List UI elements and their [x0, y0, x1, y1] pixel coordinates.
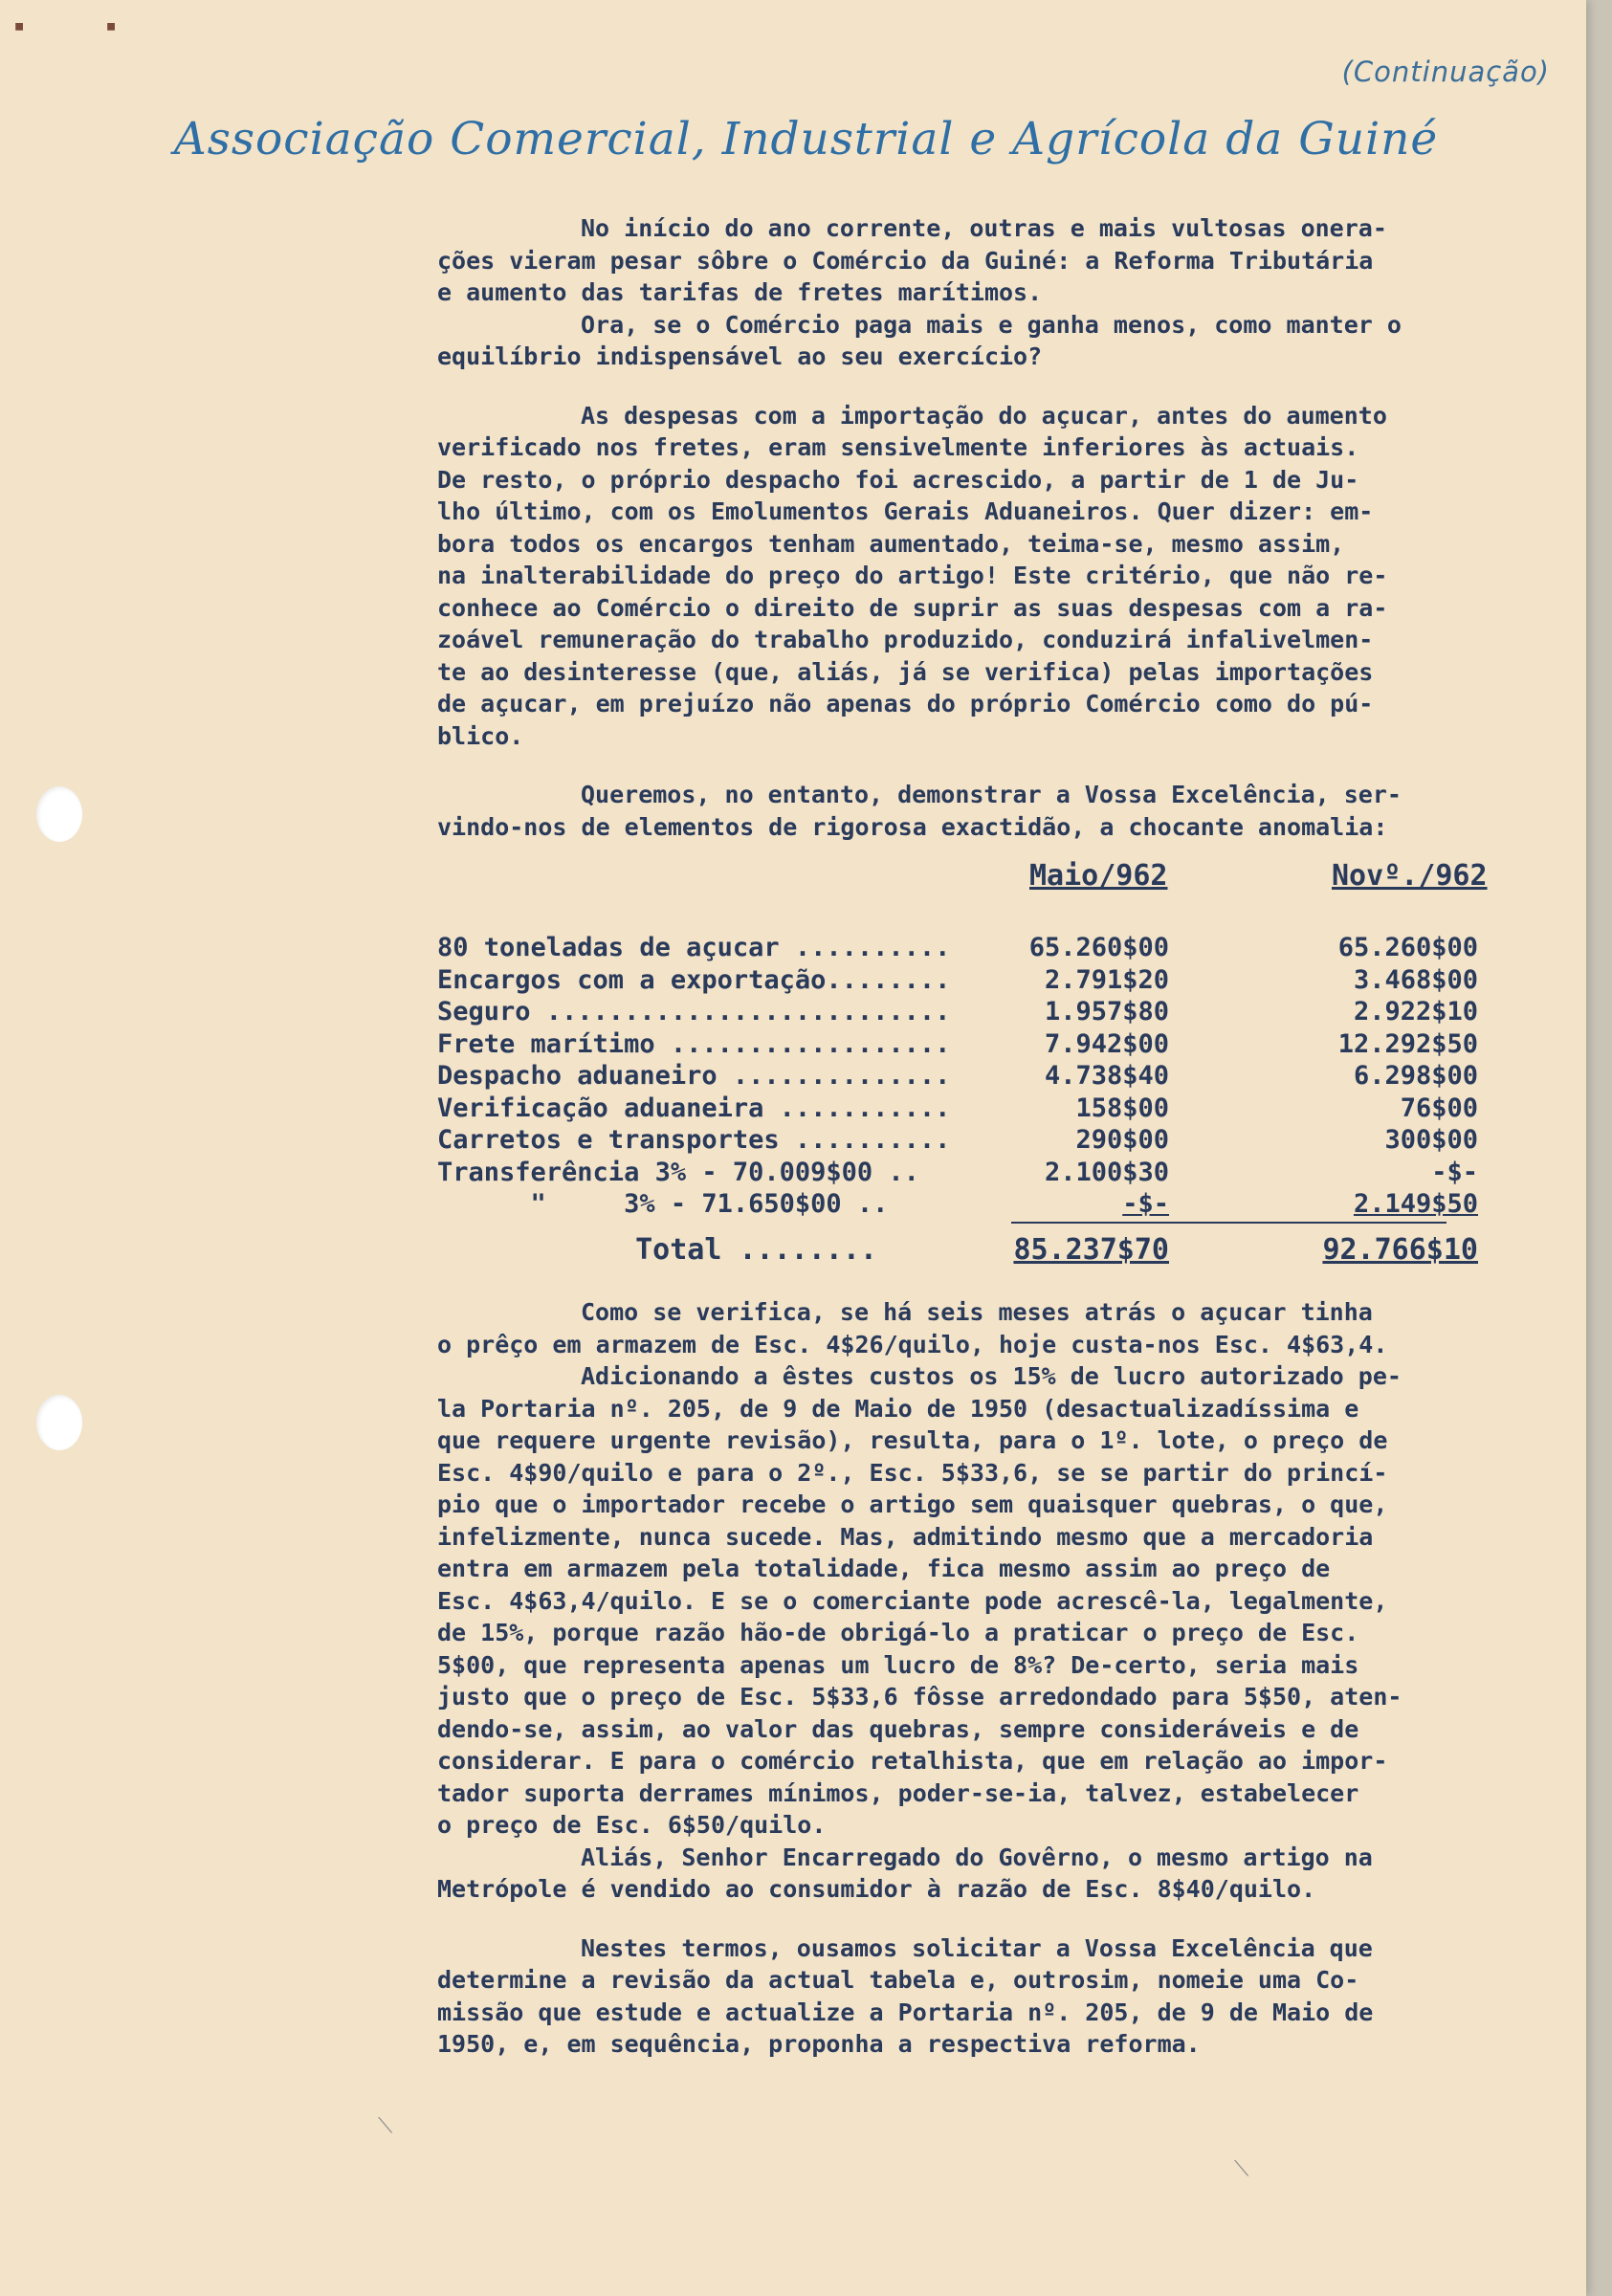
value-nov: 2.922$10: [1353, 997, 1478, 1027]
table-row: [437, 1125, 1490, 1158]
text-line: Esc. 4$63,4/quilo. E se o comerciante pode acrescê-la, legalmente,: [437, 1586, 1388, 1615]
total-row: [437, 1233, 1490, 1271]
text-line: conhece ao Comércio o direito de suprir as suas despesas com a ra-: [437, 593, 1388, 622]
value-may: 2.791$20: [1044, 964, 1169, 995]
text-line: justo que o preço de Esc. 5$33,6 fôsse arredondado para 5$50, aten-: [437, 1683, 1402, 1711]
text-line: pio que o importador recebe o artigo sem quaisquer quebras, o que,: [437, 1490, 1388, 1518]
text-line: As despesas com a importação do açucar, antes do aumento: [581, 401, 1387, 430]
text-line: de açucar, em prejuízo não apenas do próprio Comércio como do pú-: [437, 690, 1374, 718]
row-label: Verificação aduaneira ...........: [437, 1093, 951, 1123]
row-label: Carretos e transportes ..........: [437, 1125, 951, 1155]
text-line: o preço de Esc. 6$50/quilo.: [437, 1811, 827, 1839]
text-line: lho último, com os Emolumentos Gerais Aduaneiros. Quer dizer: em-: [437, 497, 1374, 525]
paragraph: [437, 309, 1547, 373]
text-line: Nestes termos, ousamos solicitar a Vossa Excelência que: [581, 1933, 1373, 1962]
total-rule: [1011, 1222, 1446, 1224]
corner-mark: ▪: [105, 13, 118, 36]
text-line: Esc. 4$90/quilo e para o 2º., Esc. 5$33,6, se se partir do princí-: [437, 1458, 1388, 1487]
punch-hole-upper: [36, 786, 82, 842]
text-line: bora todos os encargos tenham aumentado, teima-se, mesmo assim,: [437, 529, 1345, 558]
text-line: Aliás, Senhor Encarregado do Govêrno, o mesmo artigo na: [581, 1843, 1373, 1871]
text-line: o prêço em armazem de Esc. 4$26/quilo, hoje custa-nos Esc. 4$63,4.: [437, 1330, 1388, 1358]
value-nov: -$-: [1431, 1157, 1478, 1187]
value-nov: 65.260$00: [1337, 933, 1478, 962]
value-may: 2.100$30: [1044, 1157, 1169, 1187]
value-may: 290$00: [1075, 1125, 1169, 1155]
text-line: que requere urgente revisão), resulta, para o 1º. lote, o preço de: [437, 1426, 1388, 1454]
total-label: Total ........: [635, 1232, 877, 1267]
table-row: [437, 1093, 1490, 1126]
text-line: Ora, se o Comércio paga mais e ganha menos, como manter o: [581, 310, 1402, 339]
table-row: [437, 997, 1490, 1029]
punch-hole-lower: [36, 1395, 82, 1450]
row-label: " 3% - 71.650$00 ..: [437, 1189, 889, 1219]
value-nov: 12.292$50: [1337, 1028, 1478, 1059]
paragraph: [437, 1296, 1547, 1360]
table-row: [437, 1029, 1490, 1062]
text-line: 1950, e, em sequência, proponha a respectiva reforma.: [437, 2030, 1201, 2058]
text-line: Queremos, no entanto, demonstrar a Vossa Excelência, ser-: [581, 781, 1402, 808]
column-header-may: Maio/962: [1029, 859, 1168, 893]
text-line: Metrópole é vendido ao consumidor à razão de Esc. 8$40/quilo.: [437, 1875, 1316, 1903]
text-line: Como se verifica, se há seis meses atrás o açucar tinha: [581, 1298, 1373, 1326]
row-label: Transferência 3% - 70.009$00 ..: [437, 1157, 919, 1187]
value-may: 1.957$80: [1044, 997, 1169, 1027]
paragraph: [437, 1932, 1547, 2061]
text-line: blico.: [437, 721, 524, 750]
text-line: 5$00, que representa apenas um lucro de 8%? De-certo, seria mais: [437, 1650, 1359, 1679]
table-row: [437, 933, 1490, 965]
value-may: 158$00: [1075, 1093, 1169, 1123]
text-line: equilíbrio indispensável ao seu exercício?: [437, 342, 1043, 370]
text-line: infelizmente, nunca sucede. Mas, admitindo mesmo que a mercadoria: [437, 1522, 1374, 1551]
text-line: la Portaria nº. 205, de 9 de Maio de 1950 (desactualizadíssima e: [437, 1394, 1359, 1423]
column-header-nov: Novº./962: [1332, 859, 1488, 893]
text-line: Adicionando a êstes custos os 15% de lucro autorizado pe-: [581, 1362, 1402, 1390]
table-row: [437, 965, 1490, 998]
text-line: vindo-nos de elementos de rigorosa exactidão, a chocante anomalia:: [437, 812, 1388, 841]
text-line: de 15%, porque razão hão-de obrigá-lo a praticar o preço de Esc.: [437, 1619, 1359, 1646]
table-row: [437, 1158, 1490, 1190]
value-nov: 300$00: [1384, 1125, 1478, 1155]
text-line: No início do ano corrente, outras e mais vultosas onera-: [581, 214, 1387, 242]
total-may: 85.237$70: [1013, 1232, 1169, 1267]
paragraph: [437, 1842, 1547, 1906]
total-nov: 92.766$10: [1322, 1232, 1478, 1267]
row-label: Frete marítimo ..................: [437, 1028, 951, 1059]
row-label: Despacho aduaneiro ..............: [437, 1061, 951, 1091]
paragraph: [437, 779, 1547, 843]
row-label: 80 toneladas de açucar ..........: [437, 933, 951, 962]
text-line: missão que estude e actualize a Portaria nº. 205, de 9 de Maio de: [437, 1998, 1374, 2026]
value-may: 4.738$40: [1044, 1061, 1169, 1091]
text-line: determine a revisão da actual tabela e, outrosim, nomeie uma Co-: [437, 1966, 1359, 1994]
pencil-mark: ⟍: [1234, 2157, 1249, 2181]
row-label: Encargos com a exportação........: [437, 964, 951, 995]
text-line: considerar. E para o comércio retalhista, que em relação ao impor-: [437, 1747, 1388, 1775]
lower-body-text: [437, 1296, 1547, 2061]
paragraph: [437, 212, 1547, 309]
text-line: te ao desinteresse (que, aliás, já se verifica) pelas importações: [437, 657, 1374, 686]
continuation-label: (Continuação): [1341, 55, 1550, 88]
value-nov: 3.468$00: [1353, 964, 1478, 995]
text-line: zoável remuneração do trabalho produzido, conduzirá infalivelmen-: [437, 626, 1374, 653]
text-line: e aumento das tarifas de fretes marítimos.: [437, 278, 1043, 306]
value-may: -$-: [1122, 1189, 1169, 1219]
text-line: dendo-se, assim, ao valor das quebras, sempre consideráveis e de: [437, 1714, 1359, 1743]
text-line: De resto, o próprio despacho foi acrescido, a partir de 1 de Ju-: [437, 465, 1359, 494]
paragraph: [437, 1360, 1547, 1842]
text-line: verificado nos fretes, eram sensivelmente inferiores às actuais.: [437, 433, 1359, 461]
table-row: [437, 1189, 1490, 1222]
text-line: entra em armazem pela totalidade, fica mesmo assim ao preço de: [437, 1555, 1331, 1582]
value-may: 7.942$00: [1044, 1028, 1169, 1059]
value-nov: 2.149$50: [1353, 1189, 1478, 1219]
table-row: [437, 1061, 1490, 1093]
text-line: tador suporta derrames mínimos, poder-se-ia, talvez, estabelecer: [437, 1778, 1359, 1807]
pencil-mark: ⟍: [378, 2114, 393, 2138]
row-label: Seguro ..........................: [437, 997, 951, 1027]
cost-table: [437, 933, 1490, 1271]
value-nov: 76$00: [1400, 1093, 1478, 1123]
text-line: na inalterabilidade do preço do artigo! Este critério, que não re-: [437, 562, 1388, 589]
text-line: ções vieram pesar sôbre o Comércio da Guiné: a Reforma Tributária: [437, 246, 1374, 275]
value-may: 65.260$00: [1028, 933, 1169, 962]
corner-mark: ▪: [13, 13, 26, 36]
paragraph: [437, 400, 1547, 753]
letterhead-title: Associação Comercial, Industrial e Agrícola da Guiné: [173, 113, 1439, 166]
value-nov: 6.298$00: [1353, 1061, 1478, 1091]
upper-body-text: [437, 212, 1547, 843]
